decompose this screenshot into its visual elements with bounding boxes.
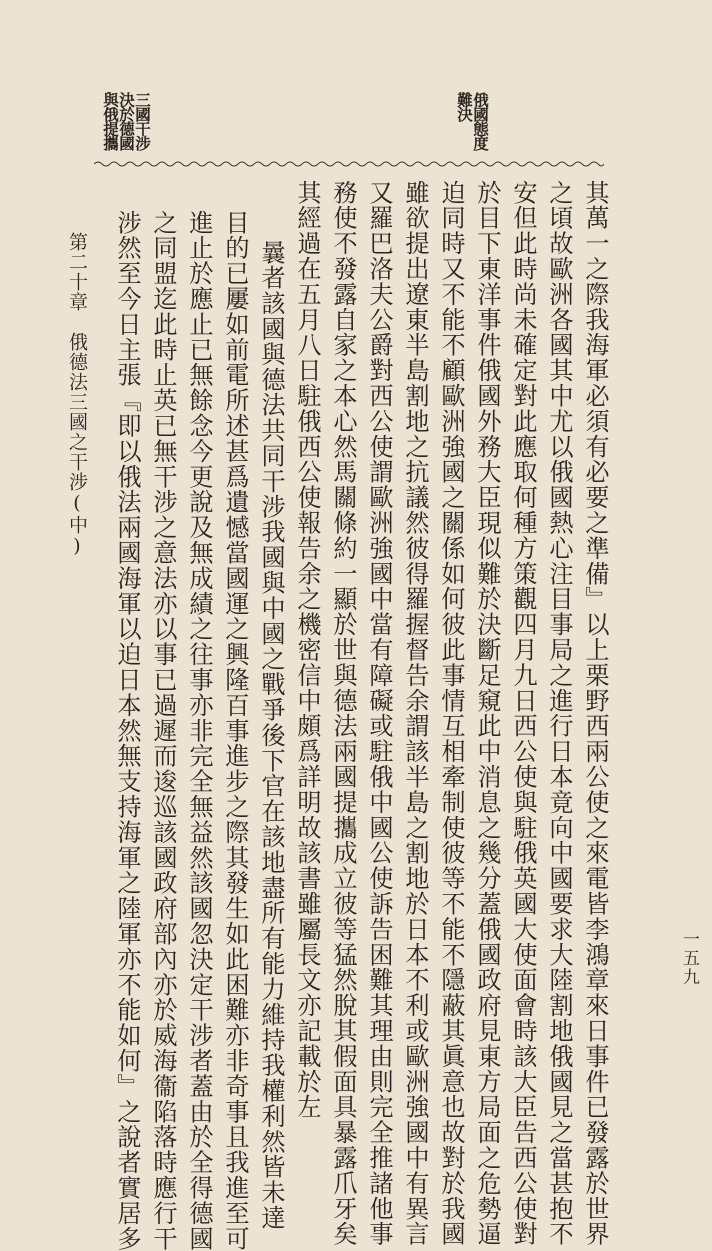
quoted-text-line: 涉然至今日主張『即以俄法兩國海軍以迫日本然無支持海軍之陸軍亦不能如何』之說者實居多 [113, 210, 141, 1251]
body-text-line: 其經過在五月八日駐俄西公使報告余之機密信中頗爲詳明故該書雖屬長文亦記載於左 [293, 180, 321, 1120]
body-text-line: 迫同時又不能不顧歐洲強國之關係如何彼此事情互相牽制使彼等不能不隱蔽其眞意也故對於我國 [437, 180, 465, 1247]
body-text-line: 務使不發露自家之本心然馬關條約一顯於世與德法兩國提攜成立彼等猛然脫其假面具暴露爪牙矣 [329, 180, 357, 1247]
quoted-text-line: 目的已屢如前電所述甚爲遺憾當國運之興隆百事進步之際其發生如此困難亦非奇事且我進至可 [221, 210, 249, 1251]
body-text-line: 安但此時尚未確定對此應取何種方策觀四月九日西公使與駐俄英國大使面會時該大臣告西公使對 [509, 180, 537, 1247]
margin-note-line: 與俄提攜 [101, 92, 120, 150]
body-text-line: 又羅巴洛夫公爵對西公使謂歐洲強國中當有障礙或駐俄中國公使訴告困難其理由則完全推諸他事 [365, 180, 393, 1247]
body-text-line: 於目下東洋事件俄國外務大臣現似難於決斷足窺此中消息之幾分蓋俄國政府見東方局面之危勢逼 [473, 180, 501, 1247]
quoted-text-line: 之同盟迄此時止英已無干涉之意法亦以事已過遲而逡巡該國政府部內亦於威海衞陷落時應行干 [149, 210, 177, 1251]
page-number: 一五九 [679, 930, 699, 987]
wavy-divider [94, 160, 604, 168]
body-text-line: 之頃故歐洲各國其中尤以俄國熱心注目事局之進行日本竟向中國要求大陸割地俄國見之當甚抱不 [545, 180, 573, 1247]
margin-note-line: 難決 [455, 92, 474, 121]
chapter-footer: 第二十章 俄德法三國之干涉(中) [66, 232, 88, 558]
margin-note-line: 三國干涉 [133, 92, 152, 150]
body-text-line: 其萬一之際我海軍必須有必要之準備』以上栗野西兩公使之來電皆李鴻章來日事件已發露於世界 [581, 180, 609, 1247]
margin-note-line: 決於德國 [117, 92, 136, 150]
body-text-line: 雖欲提出遼東半島割地之抗議然彼得羅握督告余謂該半島之割地於日本不利或歐洲強國中有異言 [401, 180, 429, 1247]
quoted-text-line: 曩者該國與德法共同干涉我國與中國之戰爭後下官在該地盡所有能力維持我權利然皆未達 [257, 240, 285, 1231]
quoted-text-line: 進止於應止已無餘念今更說及無成績之往事亦非完全無益然該國忽決定干涉者蓋由於全得德國 [185, 210, 213, 1251]
margin-note-line: 俄國態度 [471, 92, 490, 150]
